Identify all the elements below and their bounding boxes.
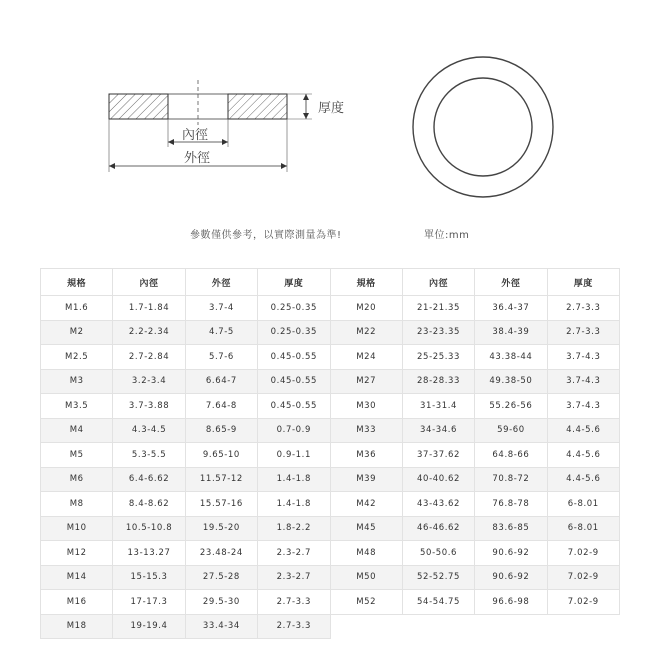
table-row — [41, 296, 620, 321]
cell-thickness-left: 1.8-2.2 — [258, 516, 330, 541]
cell-outer-right: 55.26-56 — [475, 394, 547, 419]
cell-outer-right: 83.6-85 — [475, 516, 547, 541]
cell-outer-left: 7.64-8 — [185, 394, 257, 419]
cell-outer-right: 43.38-44 — [475, 345, 547, 370]
table-row — [41, 320, 620, 345]
table-row — [41, 394, 620, 419]
cell-size-right: M27 — [330, 369, 402, 394]
cell-size-left: M10 — [41, 516, 113, 541]
cross-section-view — [109, 80, 344, 172]
header-inner-left: 內徑 — [113, 269, 185, 296]
cell-size-right: M42 — [330, 492, 402, 517]
cell-thickness-right: 6-8.01 — [547, 492, 619, 517]
cell-outer-right: 59-60 — [475, 418, 547, 443]
cell-size-right: M24 — [330, 345, 402, 370]
cell-inner-left: 13-13.27 — [113, 541, 185, 566]
cell-thickness-left: 0.25-0.35 — [258, 296, 330, 321]
cell-thickness-right: 7.02-9 — [547, 541, 619, 566]
cell-thickness-right: 7.02-9 — [547, 565, 619, 590]
inner-arrow-right — [222, 139, 228, 145]
cell-size-right: M36 — [330, 443, 402, 468]
outer-diameter-label: 外徑 — [184, 151, 211, 166]
cell-thickness-left: 1.4-1.8 — [258, 467, 330, 492]
cell-outer-right: 36.4-37 — [475, 296, 547, 321]
reference-note: 參數僅供參考，以實際測量為準! — [190, 230, 342, 241]
outer-arrow-right — [281, 163, 287, 169]
cell-outer-left: 15.57-16 — [185, 492, 257, 517]
right-hatched-section — [228, 94, 287, 119]
cell-outer-left: 6.64-7 — [185, 369, 257, 394]
cell-thickness-left: 0.45-0.55 — [258, 345, 330, 370]
cell-size-left: M3.5 — [41, 394, 113, 419]
cell-inner-left: 4.3-4.5 — [113, 418, 185, 443]
cell-outer-left: 33.4-34 — [185, 614, 257, 639]
cell-outer-right: 90.6-92 — [475, 541, 547, 566]
cell-outer-right: 90.6-92 — [475, 565, 547, 590]
inner-diameter-label: 內徑 — [182, 128, 209, 143]
cell-thickness-left: 0.25-0.35 — [258, 320, 330, 345]
header-outer-left: 外徑 — [185, 269, 257, 296]
cell-thickness-right: 4.4-5.6 — [547, 467, 619, 492]
table-body — [41, 296, 620, 639]
header-thickness-left: 厚度 — [258, 269, 330, 296]
cell-outer-left: 23.48-24 — [185, 541, 257, 566]
cell-inner-left: 17-17.3 — [113, 590, 185, 615]
table-row — [41, 418, 620, 443]
cell-thickness-right: 2.7-3.3 — [547, 320, 619, 345]
cell-inner-left: 5.3-5.5 — [113, 443, 185, 468]
cell-inner-right: 23-23.35 — [402, 320, 474, 345]
cell-size-right: M20 — [330, 296, 402, 321]
cell-size-right: M45 — [330, 516, 402, 541]
cell-size-right: M22 — [330, 320, 402, 345]
cell-inner-left: 6.4-6.62 — [113, 467, 185, 492]
cell-inner-right: 25-25.33 — [402, 345, 474, 370]
cell-size-right: M50 — [330, 565, 402, 590]
header-size-right: 規格 — [330, 269, 402, 296]
cell-size-right: M30 — [330, 394, 402, 419]
cell-inner-right: 28-28.33 — [402, 369, 474, 394]
table-row — [41, 516, 620, 541]
cell-size-left: M4 — [41, 418, 113, 443]
cell-inner-left: 3.2-3.4 — [113, 369, 185, 394]
cell-size-left: M18 — [41, 614, 113, 639]
cell-thickness-left: 2.7-3.3 — [258, 614, 330, 639]
inner-arrow-left — [168, 139, 174, 145]
cell-size-left: M2 — [41, 320, 113, 345]
cell-inner-right: 40-40.62 — [402, 467, 474, 492]
table-row — [41, 565, 620, 590]
cell-outer-right: 76.8-78 — [475, 492, 547, 517]
header-outer-right: 外徑 — [475, 269, 547, 296]
cell-outer-left: 9.65-10 — [185, 443, 257, 468]
cell-outer-left: 8.65-9 — [185, 418, 257, 443]
cell-outer-right: 96.6-98 — [475, 590, 547, 615]
cell-inner-right: 50-50.6 — [402, 541, 474, 566]
cell-inner-left: 8.4-8.62 — [113, 492, 185, 517]
washer-top-view — [413, 57, 553, 197]
cell-thickness-right: 3.7-4.3 — [547, 345, 619, 370]
cell-thickness-left: 0.9-1.1 — [258, 443, 330, 468]
cell-inner-right: 31-31.4 — [402, 394, 474, 419]
cell-thickness-left: 2.3-2.7 — [258, 541, 330, 566]
cell-inner-left: 15-15.3 — [113, 565, 185, 590]
cell-inner-left: 2.7-2.84 — [113, 345, 185, 370]
cell-thickness-left: 0.45-0.55 — [258, 394, 330, 419]
cell-size-left: M2.5 — [41, 345, 113, 370]
cell-inner-right: 37-37.62 — [402, 443, 474, 468]
table-row — [41, 614, 620, 639]
table-row — [41, 541, 620, 566]
cell-thickness-right: 3.7-4.3 — [547, 369, 619, 394]
thickness-arrow-top — [303, 94, 309, 100]
empty-cell — [330, 614, 620, 639]
cell-size-left: M12 — [41, 541, 113, 566]
cell-inner-right: 46-46.62 — [402, 516, 474, 541]
cell-outer-right: 70.8-72 — [475, 467, 547, 492]
cell-thickness-right: 4.4-5.6 — [547, 443, 619, 468]
cell-thickness-right: 4.4-5.6 — [547, 418, 619, 443]
cell-inner-left: 1.7-1.84 — [113, 296, 185, 321]
cell-inner-right: 21-21.35 — [402, 296, 474, 321]
table-row — [41, 369, 620, 394]
table-row — [41, 590, 620, 615]
cell-size-right: M48 — [330, 541, 402, 566]
cell-size-right: M39 — [330, 467, 402, 492]
cell-inner-right: 43-43.62 — [402, 492, 474, 517]
table-row — [41, 345, 620, 370]
cell-inner-right: 54-54.75 — [402, 590, 474, 615]
cell-size-left: M3 — [41, 369, 113, 394]
cell-inner-left: 10.5-10.8 — [113, 516, 185, 541]
thickness-arrow-bottom — [303, 113, 309, 119]
cell-inner-right: 52-52.75 — [402, 565, 474, 590]
cell-size-right: M52 — [330, 590, 402, 615]
table-row — [41, 443, 620, 468]
thickness-label: 厚度 — [318, 101, 345, 116]
cell-thickness-left: 2.7-3.3 — [258, 590, 330, 615]
cell-thickness-right: 3.7-4.3 — [547, 394, 619, 419]
cell-outer-right: 64.8-66 — [475, 443, 547, 468]
header-inner-right: 內徑 — [402, 269, 474, 296]
cell-outer-left: 5.7-6 — [185, 345, 257, 370]
table-header-row — [41, 269, 620, 296]
cell-outer-left: 19.5-20 — [185, 516, 257, 541]
cell-size-left: M16 — [41, 590, 113, 615]
spec-table — [40, 268, 620, 639]
cell-thickness-left: 1.4-1.8 — [258, 492, 330, 517]
cell-inner-left: 19-19.4 — [113, 614, 185, 639]
cell-thickness-right: 7.02-9 — [547, 590, 619, 615]
header-size-left: 規格 — [41, 269, 113, 296]
cell-size-left: M8 — [41, 492, 113, 517]
cell-outer-right: 38.4-39 — [475, 320, 547, 345]
cell-thickness-right: 6-8.01 — [547, 516, 619, 541]
unit-note: 單位:mm — [424, 230, 470, 241]
cell-size-left: M1.6 — [41, 296, 113, 321]
cell-outer-left: 11.57-12 — [185, 467, 257, 492]
washer-drawing — [0, 0, 660, 250]
cell-size-left: M5 — [41, 443, 113, 468]
header-thickness-right: 厚度 — [547, 269, 619, 296]
cell-outer-left: 27.5-28 — [185, 565, 257, 590]
left-hatched-section — [109, 94, 168, 119]
cell-size-right: M33 — [330, 418, 402, 443]
outer-arrow-left — [109, 163, 115, 169]
cell-size-left: M14 — [41, 565, 113, 590]
cell-inner-right: 34-34.6 — [402, 418, 474, 443]
cell-outer-left: 3.7-4 — [185, 296, 257, 321]
cell-thickness-left: 0.45-0.55 — [258, 369, 330, 394]
cell-inner-left: 2.2-2.34 — [113, 320, 185, 345]
cell-thickness-left: 2.3-2.7 — [258, 565, 330, 590]
washer-inner-circle — [434, 78, 532, 176]
cell-size-left: M6 — [41, 467, 113, 492]
cell-outer-left: 29.5-30 — [185, 590, 257, 615]
cell-thickness-right: 2.7-3.3 — [547, 296, 619, 321]
cell-outer-right: 49.38-50 — [475, 369, 547, 394]
table-row — [41, 492, 620, 517]
cell-outer-left: 4.7-5 — [185, 320, 257, 345]
table-row — [41, 467, 620, 492]
cell-thickness-left: 0.7-0.9 — [258, 418, 330, 443]
cell-inner-left: 3.7-3.88 — [113, 394, 185, 419]
